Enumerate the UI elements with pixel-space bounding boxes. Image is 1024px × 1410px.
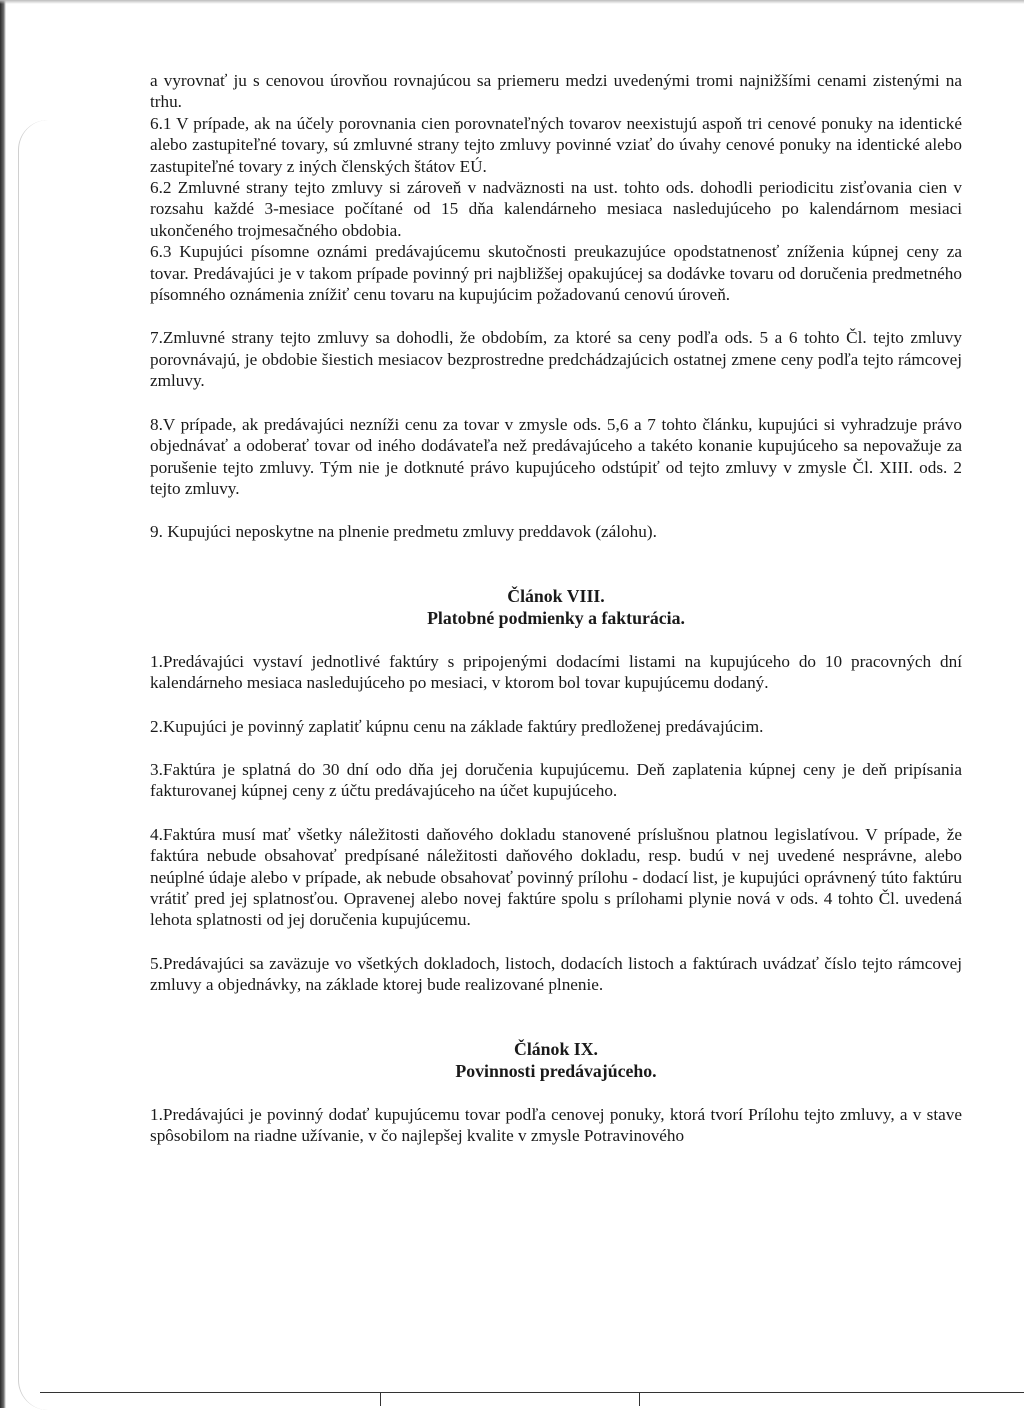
paragraph-7: 7.Zmluvné strany tejto zmluvy sa dohodli, že obdobím, za ktoré sa ceny podľa ods. 5 a 6 tohto Čl. tejto zmluvy porovnávajú, je obdobie šiestich mesiacov bezprostredne predchádzajúcich ostatnej zmene ceny podľa tejto rámcovej zmluvy. (150, 328, 962, 391)
scan-bottom-tab (380, 1392, 640, 1406)
article-8-number: Článok VIII. (507, 585, 605, 606)
document-page (150, 70, 962, 1146)
spacer (150, 629, 962, 651)
article-8-item-1: 1.Predávajúci vystaví jednotlivé faktúry s pripojenými dodacími listami na kupujúceho do 10 pracovných dní kalendárneho mesiaca nasledujúceho po mesiaci, v ktorom bol tovar kupujúcemu dodaný. (150, 651, 962, 693)
spacer (150, 737, 962, 759)
spacer (150, 931, 962, 953)
article-8-item-5: 5.Predávajúci sa zaväzuje vo všetkých dokladoch, listoch, dodacích listoch a faktúrach uvádzať číslo tejto rámcovej zmluvy a objednávky, na základe ktorej bude realizované plnenie. (150, 953, 962, 995)
paragraph-6-2: 6.2 Zmluvné strany tejto zmluvy si zároveň v nadväznosti na ust. tohto ods. dohodli periodicitu zisťovania cien v rozsahu každé 3-mesiace počítané od 15 dňa kalendárneho mesiaca nasledujúceho po kalendárnom mesiaci ukončeného trojmesačného obdobia. (150, 178, 962, 240)
spacer (150, 802, 962, 824)
scan-page-curl (18, 120, 59, 1410)
scan-top-edge (0, 0, 1024, 4)
article-8-item-4: 4.Faktúra musí mať všetky náležitosti daňového dokladu stanovené príslušnou platnou legislatívou. V prípade, že faktúra nebude obsahovať predpísané náležitosti daňového dokladu, resp. budú v nej uvedené nesprávne, alebo neúplné údaje alebo v prípade, ak nebude obsahovať povinný prílohu - dodací list, je kupujúci oprávnený túto faktúru vrátiť pred jej splatnosťou. Opravenej alebo novej faktúre spolu s prílohami plynie nová v ods. 4 tohto Čl. uvedená lehota splatnosti od jej doručenia kupujúcemu. (150, 824, 962, 930)
article-8-title: Platobné podmienky a fakturácia. (427, 607, 685, 628)
spacer (150, 392, 962, 414)
paragraph-continuation: a vyrovnať ju s cenovou úrovňou rovnajúcou sa priemeru medzi uvedenými tromi najnižšími cenami zistenými na trhu. (150, 71, 962, 112)
article-9-title: Povinnosti predávajúceho. (455, 1060, 657, 1081)
spacer (150, 305, 962, 327)
paragraph-6-3: 6.3 Kupujúci písomne oznámi predávajúcemu skutočnosti preukazujúce opodstatnenosť zníženia kúpnej ceny za tovar. Predávajúci je v takom prípade povinný pri najbližšej opakujúcej sa dodávke tovaru od doručenia predmetného písomného oznámenia znížiť cenu tovaru na kupujúcim požadovanú cenovú úroveň. (150, 242, 962, 305)
spacer (150, 996, 962, 1038)
spacer (150, 1082, 962, 1104)
scan-left-edge (0, 0, 6, 1408)
article-8-item-2: 2.Kupujúci je povinný zaplatiť kúpnu cenu na základe faktúry predloženej predávajúcim. (150, 716, 764, 736)
paragraph-8: 8.V prípade, ak predávajúci nezníži cenu za tovar v zmysle ods. 5,6 a 7 tohto článku, kupujúci si vyhradzuje právo objednávať a odoberať tovar od iného dodávateľa než predávajúceho a takéto konanie kupujúceho sa nepovažuje za porušenie tejto zmluvy. Tým nie je dotknuté právo kupujúceho odstúpiť od tejto zmluvy v zmysle Čl. XIII. ods. 2 tejto zmluvy. (150, 414, 962, 498)
article-9-number: Článok IX. (514, 1038, 598, 1059)
spacer (150, 543, 962, 585)
paragraph-9: 9. Kupujúci neposkytne na plnenie predmetu zmluvy preddavok (zálohu). (150, 522, 657, 542)
article-9-item-1: 1.Predávajúci je povinný dodať kupujúcemu tovar podľa cenovej ponuky, ktorá tvorí Prílohu tejto zmluvy, a v stave spôsobilom na riadne užívanie, v čo najlepšej kvalite v zmysle Potravinového (150, 1104, 962, 1145)
spacer (150, 694, 962, 716)
paragraph-6-1: 6.1 V prípade, ak na účely porovnania cien porovnateľných tovarov neexistujú aspoň tri cenové ponuky na identické alebo zastupiteľné tovary, sú zmluvné strany tejto zmluvy povinné vziať do úvahy cenové ponuky na identické alebo zastupiteľné tovary z iných členských štátov EÚ. (150, 113, 962, 176)
article-8-item-3: 3.Faktúra je splatná do 30 dní odo dňa jej doručenia kupujúcemu. Deň zaplatenia kúpnej ceny je deň pripísania fakturovanej kúpnej ceny z účtu predávajúceho na účet kupujúceho. (150, 759, 962, 801)
spacer (150, 499, 962, 521)
